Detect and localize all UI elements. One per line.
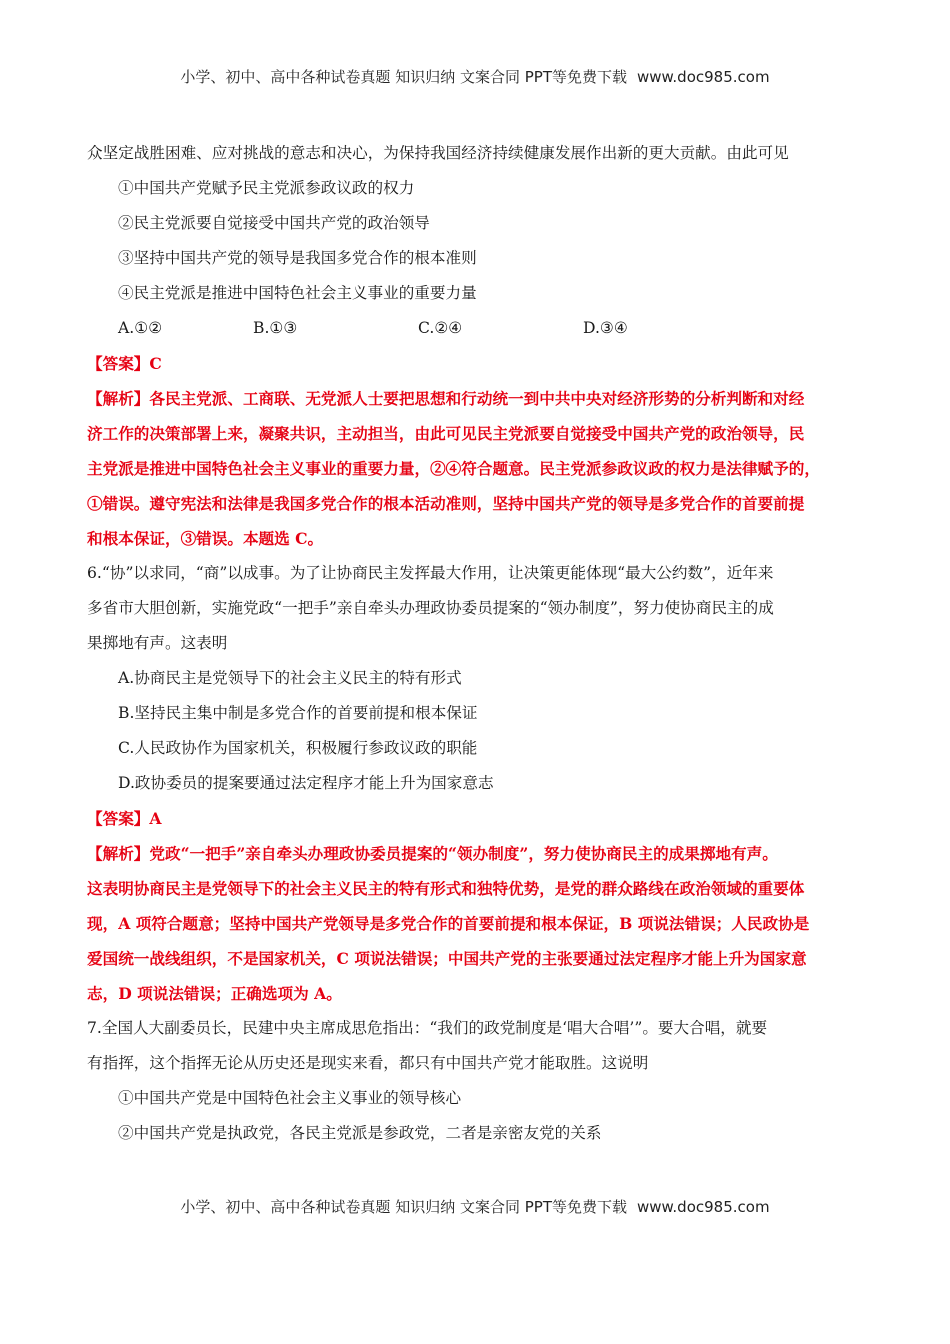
footer-url[interactable]: www.doc985.com <box>636 1198 770 1216</box>
q6-option-d: D.政协委员的提案要通过法定程序才能上升为国家意志 <box>118 774 494 792</box>
q6-analysis-label: 【解析】 <box>87 844 150 863</box>
q6-analysis-line-4: 爱国统一战线组织，不是国家机关，C 项说法错误；中国共产党的主张要通过法定程序才能上升为国家意 <box>87 949 807 968</box>
q6-option-b: B.坚持民主集中制是多党合作的首要前提和根本保证 <box>118 704 478 722</box>
q6-stem-line-3: 果掷地有声。这表明 <box>87 634 228 652</box>
q5-answer-label: 【答案】 <box>87 354 150 373</box>
q7-option-2: ②中国共产党是执政党，各民主党派是参政党，二者是亲密友党的关系 <box>118 1124 602 1142</box>
q5-answer <box>87 346 865 381</box>
footer-text: 小学、初中、高中各种试卷真题 知识归纳 文案合同 PPT等免费下载 <box>180 1198 627 1216</box>
q5-choices <box>87 311 865 346</box>
q7-option-1: ①中国共产党是中国特色社会主义事业的领导核心 <box>118 1089 462 1107</box>
q5-analysis-line-5: 和根本保证，③错误。本题选 C。 <box>87 529 324 548</box>
q5-choice-d: D.③④ <box>583 319 628 337</box>
header-text: 小学、初中、高中各种试卷真题 知识归纳 文案合同 PPT等免费下载 <box>180 68 627 86</box>
q6-option-a: A.协商民主是党领导下的社会主义民主的特有形式 <box>118 669 462 687</box>
q5-option-3: ③坚持中国共产党的领导是我国多党合作的根本准则 <box>118 249 477 267</box>
q6-option-c: C.人民政协作为国家机关，积极履行参政议政的职能 <box>118 739 478 757</box>
q5-answer-value: C <box>149 354 162 373</box>
q5-stem-tail: 众坚定战胜困难、应对挑战的意志和决心，为保持我国经济持续健康发展作出新的更大贡献。由此可见 <box>87 144 789 162</box>
q6-analysis-line-1 <box>87 836 865 871</box>
q5-analysis-label: 【解析】 <box>87 389 150 408</box>
q5-option-2: ②民主党派要自觉接受中国共产党的政治领导 <box>118 214 430 232</box>
page-footer <box>0 1196 950 1217</box>
q6-answer-value: A <box>149 809 162 828</box>
q6-analysis-line-3: 现，A 项符合题意；坚持中国共产党领导是多党合作的首要前提和根本保证，B 项说法错误；人民政协是 <box>87 914 810 933</box>
q5-option-4: ④民主党派是推进中国特色社会主义事业的重要力量 <box>118 284 477 302</box>
header-url[interactable]: www.doc985.com <box>636 68 770 86</box>
q5-analysis-text-1: 各民主党派、工商联、无党派人士要把思想和行动统一到中共中央对经济形势的分析判断和对经 <box>149 389 805 408</box>
q6-answer-label: 【答案】 <box>87 809 150 828</box>
page-header <box>0 66 950 87</box>
q6-analysis-line-2: 这表明协商民主是党领导下的社会主义民主的特有形式和独特优势，是党的群众路线在政治领域的重要体 <box>87 879 805 898</box>
q6-analysis-text-1: 党政“一把手”亲自牵头办理政协委员提案的“领办制度”，努力使协商民主的成果掷地有声。 <box>149 844 778 863</box>
q6-analysis-line-5: 志，D 项说法错误；正确选项为 A。 <box>87 984 342 1003</box>
q5-analysis-line-3: 主党派是推进中国特色社会主义事业的重要力量，②④符合题意。民主党派参政议政的权力是法律赋予的， <box>87 459 820 478</box>
q5-analysis-line-2: 济工作的决策部署上来，凝聚共识，主动担当，由此可见民主党派要自觉接受中国共产党的政治领导，民 <box>87 424 805 443</box>
q5-choice-a: A.①② <box>118 319 163 337</box>
q5-choice-c: C.②④ <box>418 319 463 337</box>
q5-option-1: ①中国共产党赋予民主党派参政议政的权力 <box>118 179 415 197</box>
q6-stem-line-2: 多省市大胆创新，实施党政“一把手”亲自牵头办理政协委员提案的“领办制度”，努力使协商民主的成 <box>87 599 774 617</box>
q7-stem-line-2: 有指挥，这个指挥无论从历史还是现实来看，都只有中国共产党才能取胜。这说明 <box>87 1054 649 1072</box>
q6-answer <box>87 801 865 836</box>
q5-analysis-line-4: ①错误。遵守宪法和法律是我国多党合作的根本活动准则，坚持中国共产党的领导是多党合作的首要前提 <box>87 494 805 513</box>
document-body <box>87 136 865 1151</box>
q6-stem-line-1: 6.“协”以求同，“商”以成事。为了让协商民主发挥最大作用，让决策更能体现“最大公约数”，近年来 <box>87 564 774 582</box>
q5-analysis-line-1 <box>87 381 865 416</box>
q5-choice-b: B.①③ <box>253 319 298 337</box>
q7-stem-line-1: 7.全国人大副委员长，民建中央主席成思危指出：“我们的政党制度是‘唱大合唱’”。要大合唱，就要 <box>87 1019 768 1037</box>
